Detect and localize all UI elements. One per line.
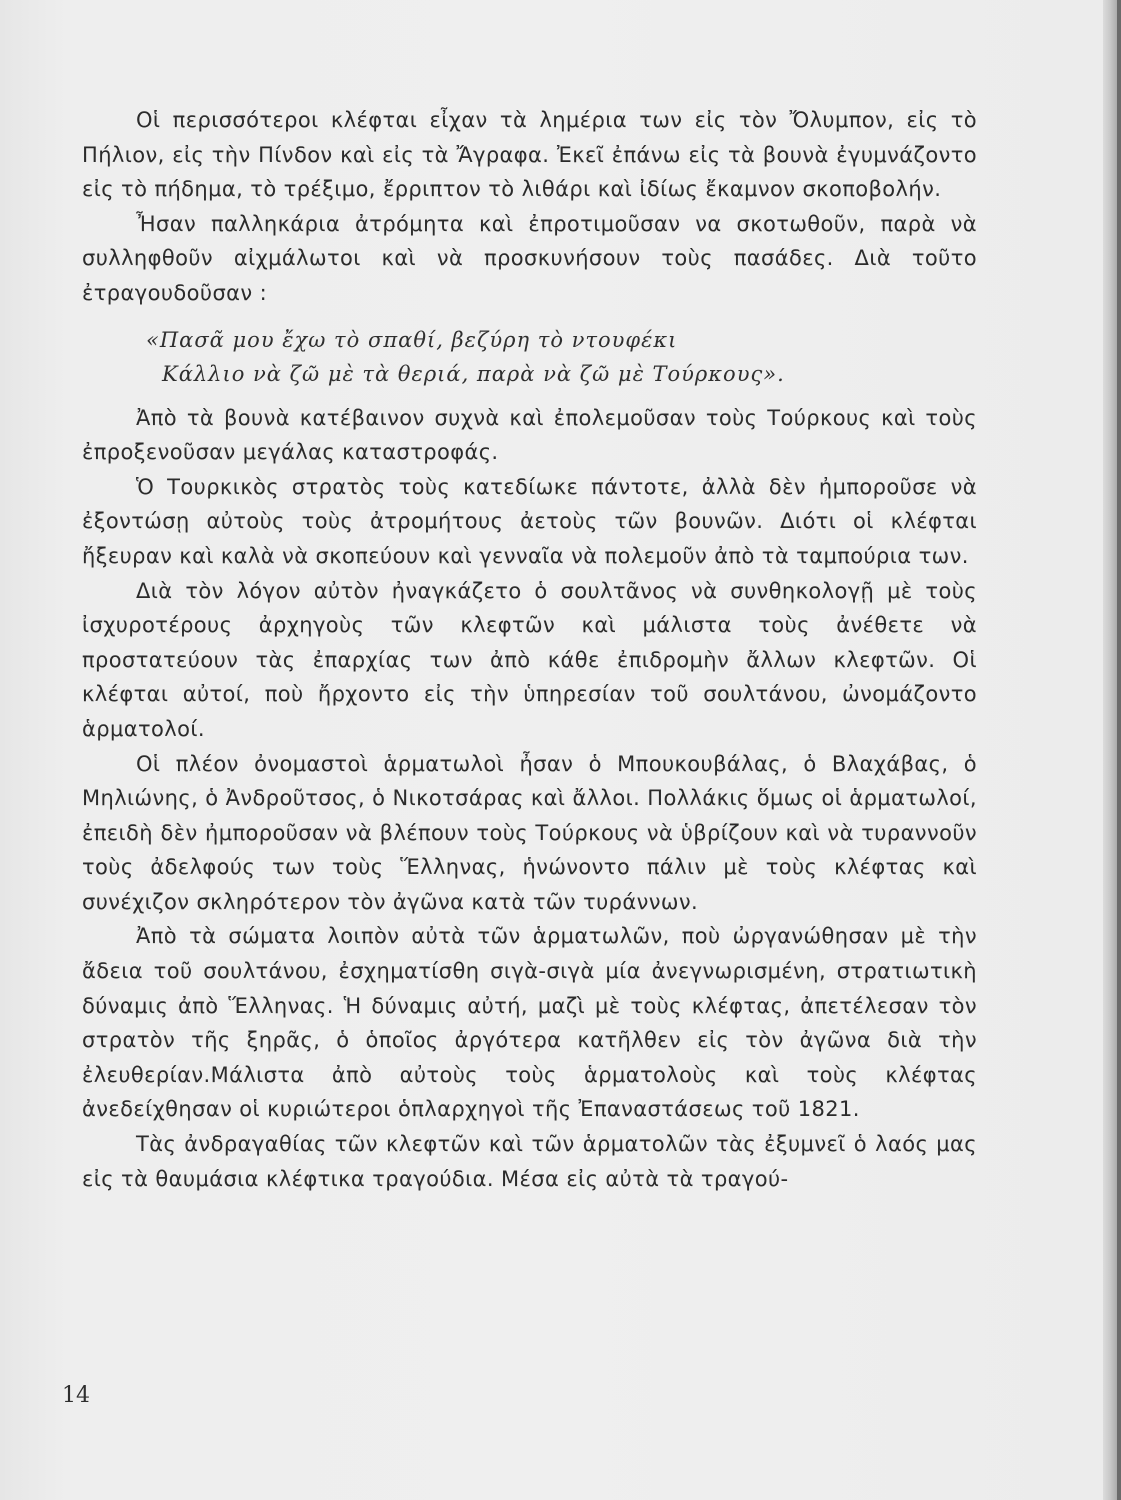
poem-line-1: «Πασᾶ μου ἔχω τὸ σπαθί, βεζύρη τὸ ντουφέκι	[146, 327, 678, 352]
paragraph-turkish-army: Ὁ Τουρκικὸς στρατὸς τοὺς κατεδίωκε πάντοτε, ἀλλὰ δὲν ἠμποροῦσε νὰ ἐξοντώσῃ αὐτοὺς τοὺς ἀτρομήτους ἀετοὺς τῶν βουνῶν. Διότι οἱ κλέφται ἤξευραν καὶ καλὰ νὰ σκοπεύουν καὶ γενναῖα νὰ πολεμοῦν ἀπὸ τὰ ταμπούρια των.	[82, 474, 977, 568]
paragraph-armatoloi-origin: Διὰ τὸν λόγον αὐτὸν ἠναγκάζετο ὁ σουλτᾶνος νὰ συνθηκολογῇ μὲ τοὺς ἰσχυροτέρους ἀρχηγοὺς τῶν κλεφτῶν καὶ μάλιστα τοὺς ἀνέθετε νὰ προστατεύουν τὰς ἐπαρχίας των ἀπὸ κάθε ἐπιδρομὴν ἄλλων κλεφτῶν. Οἱ κλέφται αὐτοί, ποὺ ἤρχοντο εἰς τὴν ὑπηρεσίαν τοῦ σουλτάνου, ὠνομάζοντο ἁρματολοί.	[82, 578, 977, 741]
page-number: 14	[62, 1383, 90, 1408]
paragraph-klephts-mountains: Οἱ περισσότεροι κλέφται εἶχαν τὰ λημέρια των εἰς τὸν Ὄλυμπον, εἰς τὸ Πήλιον, εἰς τὴν Πίνδον καὶ εἰς τὰ Ἄγραφα. Ἐκεῖ ἐπάνω εἰς τὰ βουνὰ ἐγυμνάζοντο εἰς τὸ πήδημα, τὸ τρέξιμο, ἔρριπτον τὸ λιθάρι καὶ ἰδίως ἔκαμνον σκοποβολήν.	[82, 108, 977, 202]
paragraph-brave-fighters: Ἦσαν παλληκάρια ἀτρόμητα καὶ ἐπροτιμοῦσαν να σκοτωθοῦν, παρὰ νὰ συλληφθοῦν αἰχμάλωτοι καὶ νὰ προσκυνήσουν τοὺς πασάδες. Διὰ τοῦτο ἐτραγουδοῦσαν :	[82, 211, 977, 305]
poem-line-2: Κάλλιο νὰ ζῶ μὲ τὰ θεριά, παρὰ νὰ ζῶ μὲ Τούρκους».	[162, 361, 785, 386]
paragraph-folk-songs: Τὰς ἀνδραγαθίας τῶν κλεφτῶν καὶ τῶν ἁρματολῶν τὰς ἐξυμνεῖ ὁ λαός μας εἰς τὰ θαυμάσια κλέφτικα τραγούδια. Μέσα εἰς αὐτὰ τὰ τραγού-	[82, 1132, 977, 1191]
page-body	[82, 103, 977, 1196]
paragraph-military-force: Ἀπὸ τὰ σώματα λοιπὸν αὐτὰ τῶν ἁρματωλῶν, ποὺ ὠργανώθησαν μὲ τὴν ἄδεια τοῦ σουλτάνου, ἐσχηματίσθη σιγὰ-σιγὰ μία ἀνεγνωρισμένη, στρατιωτικὴ δύναμις ἀπὸ Ἕλληνας. Ἡ δύναμις αὐτή, μαζὶ μὲ τοὺς κλέφτας, ἀπετέλεσαν τὸν στρατὸν τῆς ξηρᾶς, ὁ ὁποῖος ἀργότερα κατῆλθεν εἰς τὸν ἀγῶνα διὰ τὴν ἐλευθερίαν.Μάλιστα ἀπὸ αὐτοὺς τοὺς ἁρματολοὺς καὶ τοὺς κλέφτας ἀνεδείχθησαν οἱ κυριώτεροι ὁπλαρχηγοὶ τῆς Ἐπαναστάσεως τοῦ 1821.	[82, 924, 977, 1122]
page-edge-border	[1117, 0, 1121, 1500]
paragraph-raids: Ἀπὸ τὰ βουνὰ κατέβαινον συχνὰ καὶ ἐπολεμοῦσαν τοὺς Τούρκους καὶ τοὺς ἐπροξενοῦσαν μεγάλας καταστροφάς.	[82, 405, 977, 465]
paragraph-famous-armatoloi: Οἱ πλέον ὀνομαστοὶ ἁρματωλοὶ ἦσαν ὁ Μπουκουβάλας, ὁ Βλαχάβας, ὁ Μηλιώνης, ὁ Ἀνδροῦτσος, ὁ Νικοτσάρας καὶ ἄλλοι. Πολλάκις ὅμως οἱ ἁρματωλοί, ἐπειδὴ δὲν ἠμποροῦσαν νὰ βλέπουν τοὺς Τούρκους νὰ ὑβρίζουν καὶ νὰ τυραννοῦν τοὺς ἀδελφούς των τοὺς Ἕλληνας, ἡνώνοντο πάλιν μὲ τοὺς κλέφτας καὶ συνέχιζον σκληρότερον τὸν ἀγῶνα κατὰ τῶν τυράννων.	[82, 751, 977, 914]
poem-quote	[82, 323, 977, 391]
